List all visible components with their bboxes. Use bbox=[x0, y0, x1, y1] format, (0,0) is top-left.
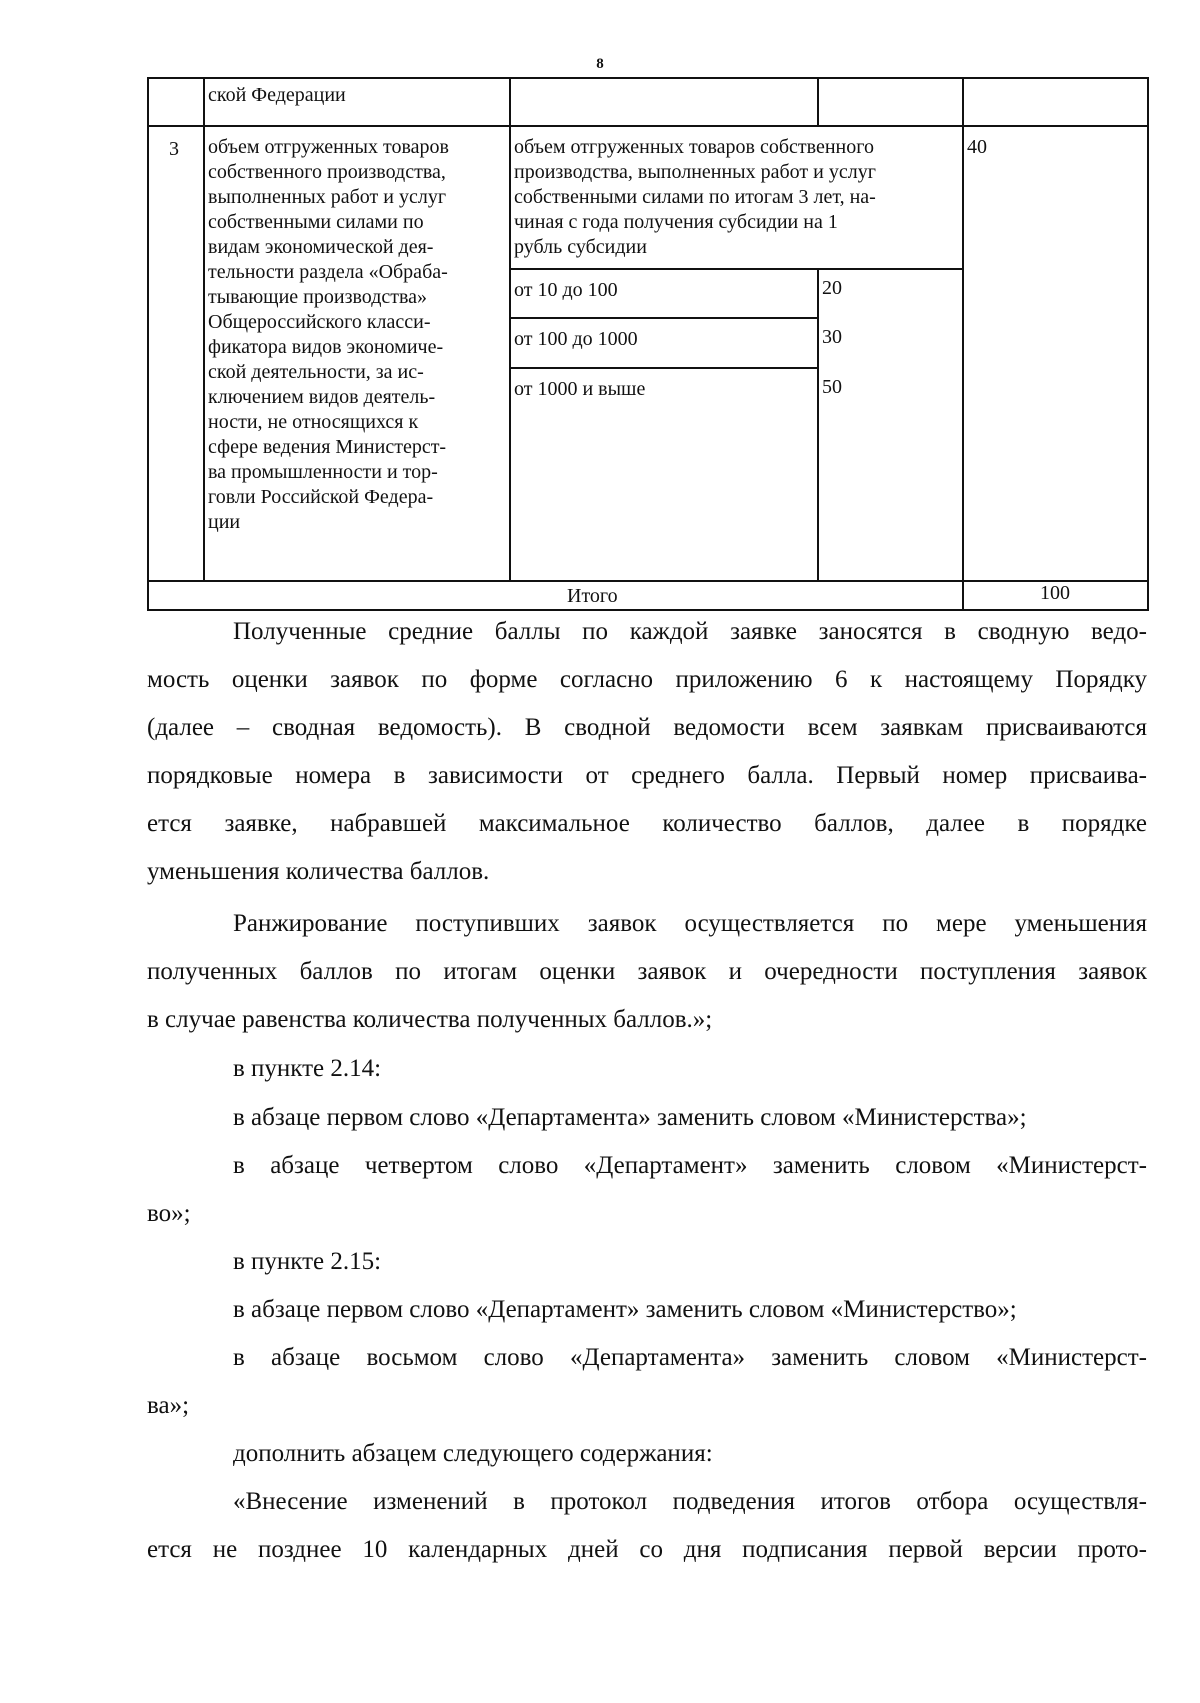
table-cell-max-score: 40 bbox=[967, 136, 987, 158]
col-line-range-top bbox=[817, 77, 819, 125]
table-cell-range-score: 20 bbox=[822, 277, 842, 299]
table-cell-range-label: от 1000 и выше bbox=[514, 378, 646, 400]
range-separator bbox=[509, 367, 818, 369]
paragraph-scores: Полученные средние баллы по каждой заявке заносятся в сводную ведо- мость оценки заявок по форме согласно приложению 6 к настоящему Порядку (далее – сводная ведомость). В сводной ведомости всем заявкам присваиваются порядковые номера в зависимости от среднего балла. Первый номер присваива- ется заявке, набравшей максимальное количество баллов, далее в порядке уменьшения количества баллов. bbox=[147, 618, 1147, 885]
item-2-15-abzac-8-cont: ва»; bbox=[147, 1392, 190, 1419]
range-separator bbox=[509, 317, 818, 319]
table-cell-range-score: 30 bbox=[822, 326, 842, 348]
item-2-14: в пункте 2.14: bbox=[233, 1055, 382, 1082]
col-line-range bbox=[817, 268, 819, 580]
table-cell-range-label: от 10 до 100 bbox=[514, 279, 618, 301]
table-cell-indicator-name: объем отгруженных товаров собственного производства, выполненных работ и услуг собственными силами по видам экономической дея- тельности раздела «Обраба- тывающие производства» Общероссийского класси- фикатора видов экономиче- ской деятельности, за ис- ключением видов деятель- ности, не относящихся к сфере ведения Министерст- ва промышленности и тор- говли Российской Федера- ции bbox=[208, 136, 449, 533]
item-2-14-abzac-4-cont: во»; bbox=[147, 1200, 191, 1227]
table-border-right bbox=[1147, 77, 1149, 611]
item-2-14-abzac-1: в абзаце первом слово «Департамента» заменить словом «Министерства»; bbox=[233, 1104, 1027, 1131]
criteria-table bbox=[147, 77, 1149, 611]
table-total-value: 100 bbox=[1040, 582, 1070, 604]
range-separator bbox=[509, 268, 963, 270]
table-border-top bbox=[147, 77, 1149, 79]
paragraph-ranking: Ранжирование поступивших заявок осуществляется по мере уменьшения полученных баллов по итогам оценки заявок и очередности поступления заявок в случае равенства количества полученных баллов.»; bbox=[147, 910, 1147, 1033]
page-number: 8 bbox=[596, 56, 604, 72]
table-cell-criterion: объем отгруженных товаров собственного производства, выполненных работ и услуг собственными силами по итогам 3 лет, на- чиная с года получения субсидии на 1 рубль субсидии bbox=[514, 136, 876, 258]
item-2-15: в пункте 2.15: bbox=[233, 1248, 382, 1275]
quoted-paragraph: «Внесение изменений в протокол подведения итогов отбора осуществля- ется не позднее 10 календарных дней со дня подписания первой версии прото- bbox=[147, 1488, 1147, 1563]
table-cell-range-score: 50 bbox=[822, 376, 842, 398]
item-2-15-abzac-8: в абзаце восьмом слово «Департамента» заменить словом «Министерст- bbox=[233, 1344, 1147, 1371]
table-cell-range-label: от 100 до 1000 bbox=[514, 328, 638, 350]
item-2-15-abzac-1: в абзаце первом слово «Департамент» заменить словом «Министерство»; bbox=[233, 1296, 1017, 1323]
table-total-label: Итого bbox=[567, 585, 618, 607]
add-paragraph-instruction: дополнить абзацем следующего содержания: bbox=[233, 1440, 713, 1467]
table-border-left bbox=[147, 77, 149, 611]
table-cell-name-cont: ской Федерации bbox=[208, 84, 346, 106]
table-cell-row-number: 3 bbox=[169, 138, 179, 160]
col-line-num bbox=[203, 77, 205, 580]
row-separator bbox=[147, 125, 1149, 127]
col-line-name bbox=[509, 77, 511, 580]
item-2-14-abzac-4: в абзаце четвертом слово «Департамент» заменить словом «Министерст- bbox=[233, 1152, 1147, 1179]
total-row-separator bbox=[147, 580, 1149, 582]
